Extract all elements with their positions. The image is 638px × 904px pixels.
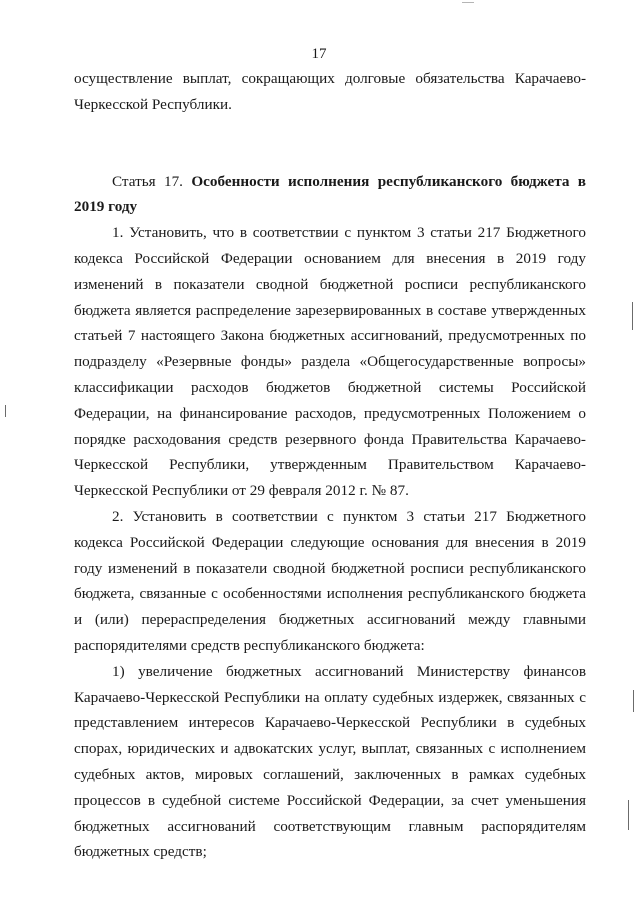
paragraph-continuation: осуществление выплат, сокращающих долговые обязательства Карачаево-Черкесской Республики. xyxy=(74,70,586,113)
paragraph-1: 1. Установить, что в соответствии с пунктом 3 статьи 217 Бюджетного кодекса Российской Федерации основанием для внесения в 2019 году изменений в показатели сводной бюджетной росписи республиканского бюджета является распределение зарезервированных в составе утвержденных статьей 7 настоящего Закона бюджетных ассигнований, предусмотренных по подразделу «Резервные фонды» раздела «Общегосударственные вопросы» классификации расходов бюджетов бюджетной системы Российской Федерации, на финансирование расходов, предусмотренных Положением о порядке расходования средств резервного фонда Правительства Карачаево-Черкесской Республики, утвержденным Правительством Карачаево-Черкесской Республики от 29 февраля 2012 г. № 87. xyxy=(74,224,586,500)
scan-mark-right-3 xyxy=(628,800,629,830)
page-number: 17 xyxy=(311,46,327,62)
scan-mark-right-2 xyxy=(633,690,634,712)
article-title: Особенности исполнения республиканского бюджета в 2019 году xyxy=(74,172,587,216)
article-number: Статья 17. xyxy=(112,172,192,190)
scan-mark-left xyxy=(5,405,6,417)
scan-mark-top xyxy=(462,2,474,3)
paragraph-3: 1) увеличение бюджетных ассигнований Министерству финансов Карачаево-Черкесской Республики на оплату судебных издержек, связанных с представлением интересов Карачаево-Черкесской Республики в судебных спорах, юридических и адвокатских услуг, выплат, связанных с исполнением судебных актов, мировых соглашений, заключенных в рамках судебных процессов в судебной системе Российской Федерации, за счет уменьшения бюджетных ассигнований соответствующим главным распорядителям бюджетных средств; xyxy=(74,662,586,861)
scan-mark-right-1 xyxy=(632,302,633,330)
paragraph-2: 2. Установить в соответствии с пунктом 3 статьи 217 Бюджетного кодекса Российской Федерации следующие основания для внесения в 2019 году изменений в показатели сводной бюджетной росписи республиканского бюджета, связанные с особенностями исполнения республиканского бюджета и (или) перераспределения бюджетных ассигнований между главными распорядителями средств республиканского бюджета: xyxy=(74,507,586,654)
document-body xyxy=(74,66,586,865)
article-heading xyxy=(74,169,586,221)
